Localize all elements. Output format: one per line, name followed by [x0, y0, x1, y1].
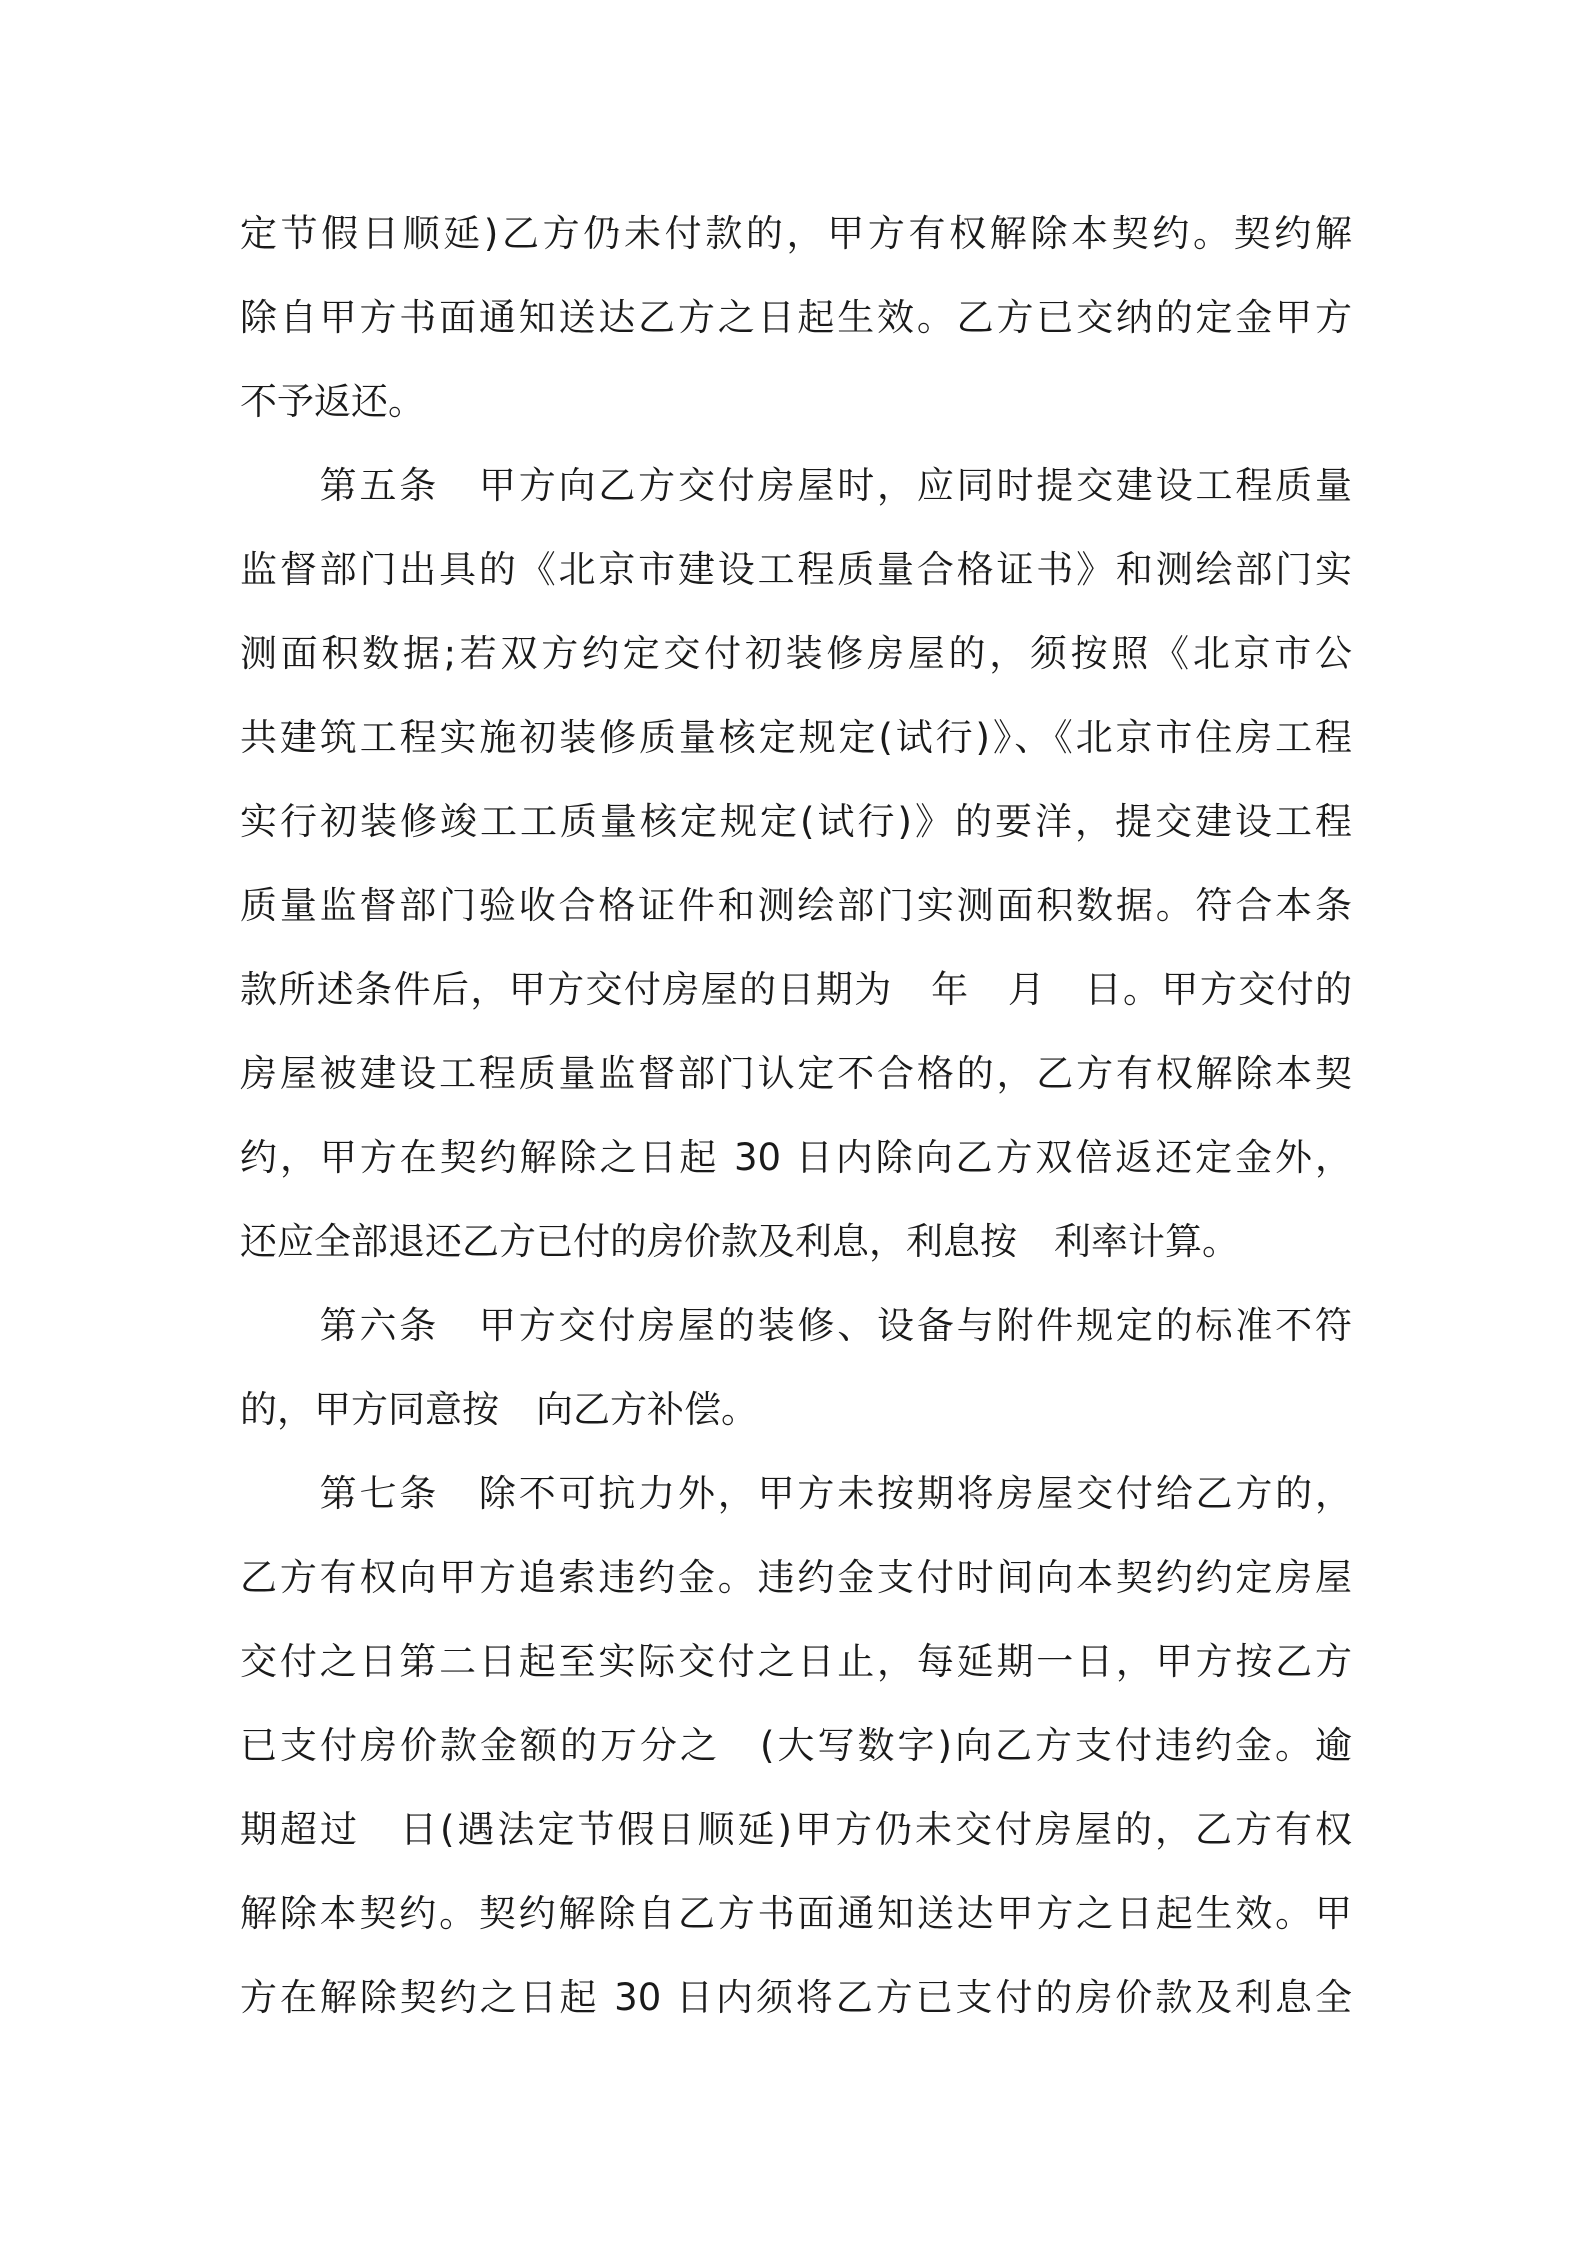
- text-line: 已支付房价款金额的万分之 (大写数字)向乙方支付违约金。逾: [240, 1724, 1352, 1767]
- text-line: 期超过 日(遇法定节假日顺延)甲方仍未交付房屋的，乙方有权: [240, 1808, 1352, 1851]
- text-line: 测面积数据;若双方约定交付初装修房屋的，须按照《北京市公: [240, 632, 1352, 675]
- article-5-heading-line: 第五条 甲方向乙方交付房屋时，应同时提交建设工程质量: [240, 464, 1352, 507]
- contract-body-text: [240, 192, 1352, 2040]
- text-line: 共建筑工程实施初装修质量核定规定(试行)》、《北京市住房工程: [240, 716, 1352, 759]
- text-line: 款所述条件后，甲方交付房屋的日期为 年 月 日。甲方交付的: [240, 968, 1352, 1011]
- text-line: 除自甲方书面通知送达乙方之日起生效。乙方已交纳的定金甲方: [240, 296, 1352, 339]
- text-line: 房屋被建设工程质量监督部门认定不合格的，乙方有权解除本契: [240, 1052, 1352, 1095]
- article-6-heading-line: 第六条 甲方交付房屋的装修、设备与附件规定的标准不符: [240, 1304, 1352, 1347]
- article-7-heading-line: 第七条 除不可抗力外，甲方未按期将房屋交付给乙方的，: [240, 1472, 1352, 1515]
- text-line: 质量监督部门验收合格证件和测绘部门实测面积数据。符合本条: [240, 884, 1352, 927]
- text-line: 解除本契约。契约解除自乙方书面通知送达甲方之日起生效。甲: [240, 1892, 1352, 1935]
- text-line: 约，甲方在契约解除之日起 30 日内除向乙方双倍返还定金外，: [240, 1136, 1352, 1179]
- text-line: 定节假日顺延)乙方仍未付款的，甲方有权解除本契约。契约解: [240, 212, 1352, 255]
- text-line: 还应全部退还乙方已付的房价款及利息，利息按 利率计算。: [240, 1220, 1239, 1263]
- text-line: 乙方有权向甲方追索违约金。违约金支付时间向本契约约定房屋: [240, 1556, 1352, 1599]
- text-line: 方在解除契约之日起 30 日内须将乙方已支付的房价款及利息全: [240, 1976, 1352, 2019]
- text-line: 监督部门出具的《北京市建设工程质量合格证书》和测绘部门实: [240, 548, 1352, 591]
- text-line: 实行初装修竣工工质量核定规定(试行)》的要洋，提交建设工程: [240, 800, 1352, 843]
- text-line: 不予返还。: [240, 380, 425, 423]
- text-line: 交付之日第二日起至实际交付之日止，每延期一日，甲方按乙方: [240, 1640, 1352, 1683]
- text-line: 的，甲方同意按 向乙方补偿。: [240, 1388, 758, 1431]
